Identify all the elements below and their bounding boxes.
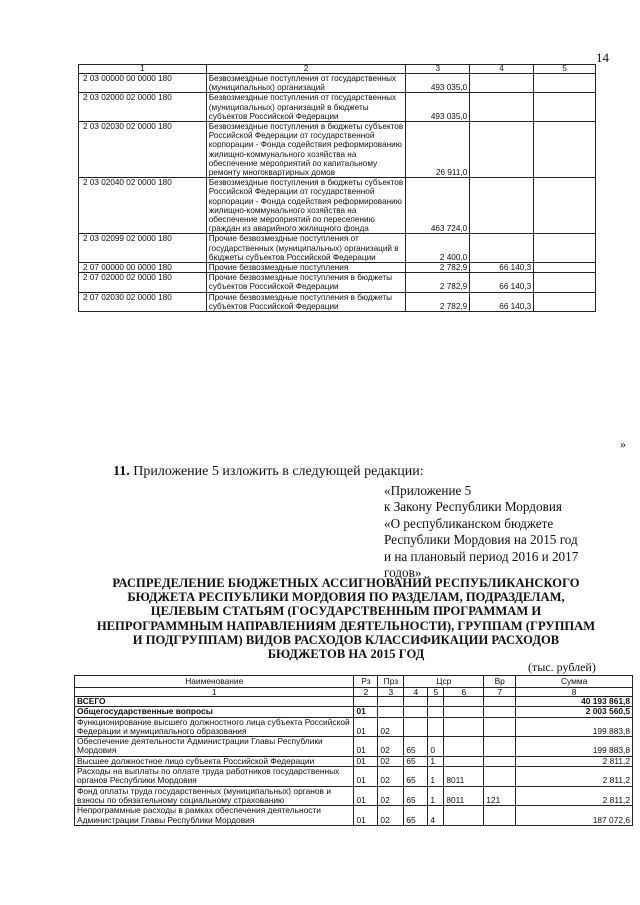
column-header: 1 (79, 65, 207, 74)
document-title (66, 576, 626, 661)
header-name: Наименование (75, 676, 354, 688)
section-code: 01 (354, 737, 378, 757)
expense-type-code (484, 756, 516, 766)
amount-col5 (534, 122, 596, 178)
closing-quote: » (620, 437, 626, 451)
units-label: (тыс. рублей) (528, 660, 596, 674)
expense-type-code (484, 707, 516, 717)
table-row (75, 717, 633, 737)
section-code (354, 697, 378, 707)
table-row (75, 756, 633, 766)
column-number: 6 (444, 688, 484, 697)
target-article-part3 (444, 707, 484, 717)
target-article-part1: 65 (404, 806, 428, 826)
target-article-part1: 65 (404, 786, 428, 806)
subsection-code (378, 697, 404, 707)
expense-name: Высшее должностное лицо субъекта Российской Федерации (75, 756, 354, 766)
column-number: 3 (378, 688, 404, 697)
expense-type-code (484, 697, 516, 707)
amount-col3: 2 782,9 (406, 263, 470, 273)
page-number: 14 (596, 50, 609, 65)
amount-col5 (534, 292, 596, 311)
revenue-name: Прочие безвозмездные поступления в бюджеты субъектов Российской Федерации (206, 273, 406, 292)
amount-col3: 2 782,9 (406, 292, 470, 311)
amount-col3: 463 724,0 (406, 178, 470, 234)
subsection-code: 02 (378, 767, 404, 787)
expense-sum: 199 883,8 (516, 737, 633, 757)
target-article-part3 (444, 697, 484, 707)
revenue-table (78, 64, 596, 312)
target-article-part1: 65 (404, 737, 428, 757)
amount-col5 (534, 178, 596, 234)
title-line: РАСПРЕДЕЛЕНИЕ БЮДЖЕТНЫХ АССИГНОВАНИЙ РЕСПУБЛИКАНСКОГО (112, 576, 580, 590)
expense-type-code (484, 767, 516, 787)
annex-heading (384, 483, 624, 581)
title-line: БЮДЖЕТОВ НА 2015 ГОД (267, 647, 425, 662)
table-row (79, 263, 596, 273)
target-article-part1: 65 (404, 767, 428, 787)
expense-name: Обеспечение деятельности Администрации Главы Республики Мордовия (75, 737, 354, 757)
column-header: 3 (406, 65, 470, 74)
column-number-row (75, 688, 633, 697)
expense-name: Непрограммные расходы в рамках обеспечения деятельности Администрации Главы Республики Мордовия (75, 806, 354, 826)
revenue-code: 2 07 00000 00 0000 180 (79, 263, 207, 273)
target-article-part1 (404, 717, 428, 737)
table-row (75, 737, 633, 757)
table-row (79, 74, 596, 93)
amount-col4 (470, 93, 534, 122)
target-article-part2 (428, 717, 444, 737)
target-article-part2: 1 (428, 767, 444, 787)
header-prz: Прз (378, 676, 404, 688)
column-number: 5 (428, 688, 444, 697)
table-row (79, 178, 596, 234)
revenue-name: Безвозмездные поступления в бюджеты субъектов Российской Федерации от государственной корпорации - Фонда содействия реформированию жилищно-коммунального хозяйства на обеспечение мероприятий по переселению граждан из аварийного жилищного фонда (206, 178, 406, 234)
target-article-part2 (428, 707, 444, 717)
target-article-part2: 1 (428, 786, 444, 806)
table-row (75, 806, 633, 826)
annex-line: годов» (384, 565, 422, 581)
column-header: 5 (534, 65, 596, 74)
title-line: БЮДЖЕТА РЕСПУБЛИКИ МОРДОВИЯ ПО РАЗДЕЛАМ, ПОДРАЗДЕЛАМ, (127, 590, 565, 605)
table-row (79, 93, 596, 122)
revenue-name: Безвозмездные поступления от государственных (муниципальных) организаций в бюджеты субъектов Российской Федерации (206, 93, 406, 122)
target-article-part1 (404, 697, 428, 707)
subsection-code: 02 (378, 756, 404, 766)
subsection-code: 02 (378, 737, 404, 757)
expense-type-code (484, 737, 516, 757)
target-article-part2 (428, 697, 444, 707)
amount-col3: 493 035,0 (406, 93, 470, 122)
amount-col4 (470, 178, 534, 234)
revenue-code: 2 03 02040 02 0000 180 (79, 178, 207, 234)
amount-col5 (534, 263, 596, 273)
target-article-part3 (444, 806, 484, 826)
subsection-code: 02 (378, 786, 404, 806)
section-code: 01 (354, 756, 378, 766)
revenue-code: 2 07 02000 02 0000 180 (79, 273, 207, 292)
revenue-code: 2 07 02030 02 0000 180 (79, 292, 207, 311)
column-number: 8 (516, 688, 633, 697)
revenue-name: Безвозмездные поступления от государственных (муниципальных) организаций (206, 74, 406, 93)
amount-col5 (534, 93, 596, 122)
expenditure-table (74, 675, 633, 826)
header-vr: Вр (484, 676, 516, 688)
annex-line: к Закону Республики Мордовия (384, 499, 562, 515)
expense-sum: 2 811,2 (516, 756, 633, 766)
revenue-name: Прочие безвозмездные поступления от государственных (муниципальных) организаций в бюджеты субъектов Российской Федерации (206, 234, 406, 263)
table-row (75, 707, 633, 717)
subsection-code: 02 (378, 806, 404, 826)
amount-col5 (534, 234, 596, 263)
column-number: 1 (75, 688, 354, 697)
subsection-code: 02 (378, 717, 404, 737)
revenue-code: 2 03 02030 02 0000 180 (79, 122, 207, 178)
expense-sum: 40 193 861,8 (516, 697, 633, 707)
section-code: 01 (354, 767, 378, 787)
amount-col3: 2 782,9 (406, 273, 470, 292)
table-row (79, 292, 596, 311)
annex-line: «О республиканском бюджете (384, 515, 554, 531)
subsection-code (378, 707, 404, 717)
expense-sum: 2 811,2 (516, 786, 633, 806)
amount-col5 (534, 74, 596, 93)
amount-col4 (470, 122, 534, 178)
column-number: 4 (404, 688, 428, 697)
target-article-part3 (444, 737, 484, 757)
revenue-code: 2 03 00000 00 0000 180 (79, 74, 207, 93)
item-text: Приложение 5 изложить в следующей редакции: (129, 464, 424, 479)
section-code: 01 (354, 707, 378, 717)
amount-col3: 493 035,0 (406, 74, 470, 93)
expense-name: Расходы на выплаты по оплате труда работников государственных органов Республики Мордовия (75, 767, 354, 787)
target-article-part1: 65 (404, 756, 428, 766)
expense-type-code (484, 717, 516, 737)
column-header: 2 (206, 65, 406, 74)
target-article-part1 (404, 707, 428, 717)
expense-name: ВСЕГО (75, 697, 354, 707)
table-row (79, 122, 596, 178)
table-row (75, 767, 633, 787)
expense-name: Функционирование высшего должностного лица субъекта Российской Федерации и муниципального образования (75, 717, 354, 737)
section-code: 01 (354, 717, 378, 737)
table-row (75, 786, 633, 806)
revenue-code: 2 03 02000 02 0000 180 (79, 93, 207, 122)
revenue-name: Прочие безвозмездные поступления в бюджеты субъектов Российской Федерации (206, 292, 406, 311)
table-header-row (75, 676, 633, 688)
expense-sum: 199 883,8 (516, 717, 633, 737)
amount-col4: 66 140,3 (470, 273, 534, 292)
revenue-name: Прочие безвозмездные поступления (206, 263, 406, 273)
amount-col4: 66 140,3 (470, 292, 534, 311)
table-header-row (79, 65, 596, 74)
column-header: 4 (470, 65, 534, 74)
target-article-part2: 1 (428, 756, 444, 766)
table-row (75, 697, 633, 707)
amendment-item (113, 464, 424, 480)
amount-col3: 2 400,0 (406, 234, 470, 263)
title-line: И ПОДГРУППАМ) ВИДОВ РАСХОДОВ КЛАССИФИКАЦИИ РАСХОДОВ (132, 632, 560, 647)
revenue-code: 2 03 02099 02 0000 180 (79, 234, 207, 263)
annex-line: Республики Мордовия на 2015 год (384, 532, 578, 548)
amount-col3: 26 911,0 (406, 122, 470, 178)
expense-type-code: 121 (484, 786, 516, 806)
expense-sum: 2 003 560,5 (516, 707, 633, 717)
header-csr: Цср (404, 676, 484, 688)
annex-line: «Приложение 5 (384, 483, 472, 498)
table-row (79, 273, 596, 292)
target-article-part3 (444, 717, 484, 737)
amount-col4: 66 140,3 (470, 263, 534, 273)
target-article-part3 (444, 756, 484, 766)
amount-col5 (534, 273, 596, 292)
amount-col4 (470, 74, 534, 93)
target-article-part2: 0 (428, 737, 444, 757)
section-code: 01 (354, 806, 378, 826)
revenue-name: Безвозмездные поступления в бюджеты субъектов Российской Федерации от государственной корпорации - Фонда содействия реформированию жилищно-коммунального хозяйства на обеспечение мероприятий по капитальному ремонту многоквартирных домов (206, 122, 406, 178)
expense-sum: 2 811,2 (516, 767, 633, 787)
annex-line: и на плановый период 2016 и 2017 (384, 548, 579, 564)
item-number: 11. (113, 464, 130, 479)
title-line: НЕПРОГРАММНЫМ НАПРАВЛЕНИЯМ ДЕЯТЕЛЬНОСТИ), ГРУППАМ (ГРУППАМ (96, 618, 596, 633)
header-sum: Сумма (516, 676, 633, 688)
title-line: ЦЕЛЕВЫМ СТАТЬЯМ (ГОСУДАРСТВЕННЫМ ПРОГРАММАМ И (150, 604, 542, 619)
header-rz: Рз (354, 676, 378, 688)
target-article-part2: 4 (428, 806, 444, 826)
section-code: 01 (354, 786, 378, 806)
amount-col4 (470, 234, 534, 263)
target-article-part3: 8011 (444, 786, 484, 806)
table-row (79, 234, 596, 263)
column-number: 2 (354, 688, 378, 697)
expense-name: Общегосударственные вопросы (75, 707, 354, 717)
target-article-part3: 8011 (444, 767, 484, 787)
expense-sum: 187 072,6 (516, 806, 633, 826)
expense-name: Фонд оплаты труда государственных (муниципальных) органов и взносы по обязательному социальному страхованию (75, 786, 354, 806)
expense-type-code (484, 806, 516, 826)
column-number: 7 (484, 688, 516, 697)
